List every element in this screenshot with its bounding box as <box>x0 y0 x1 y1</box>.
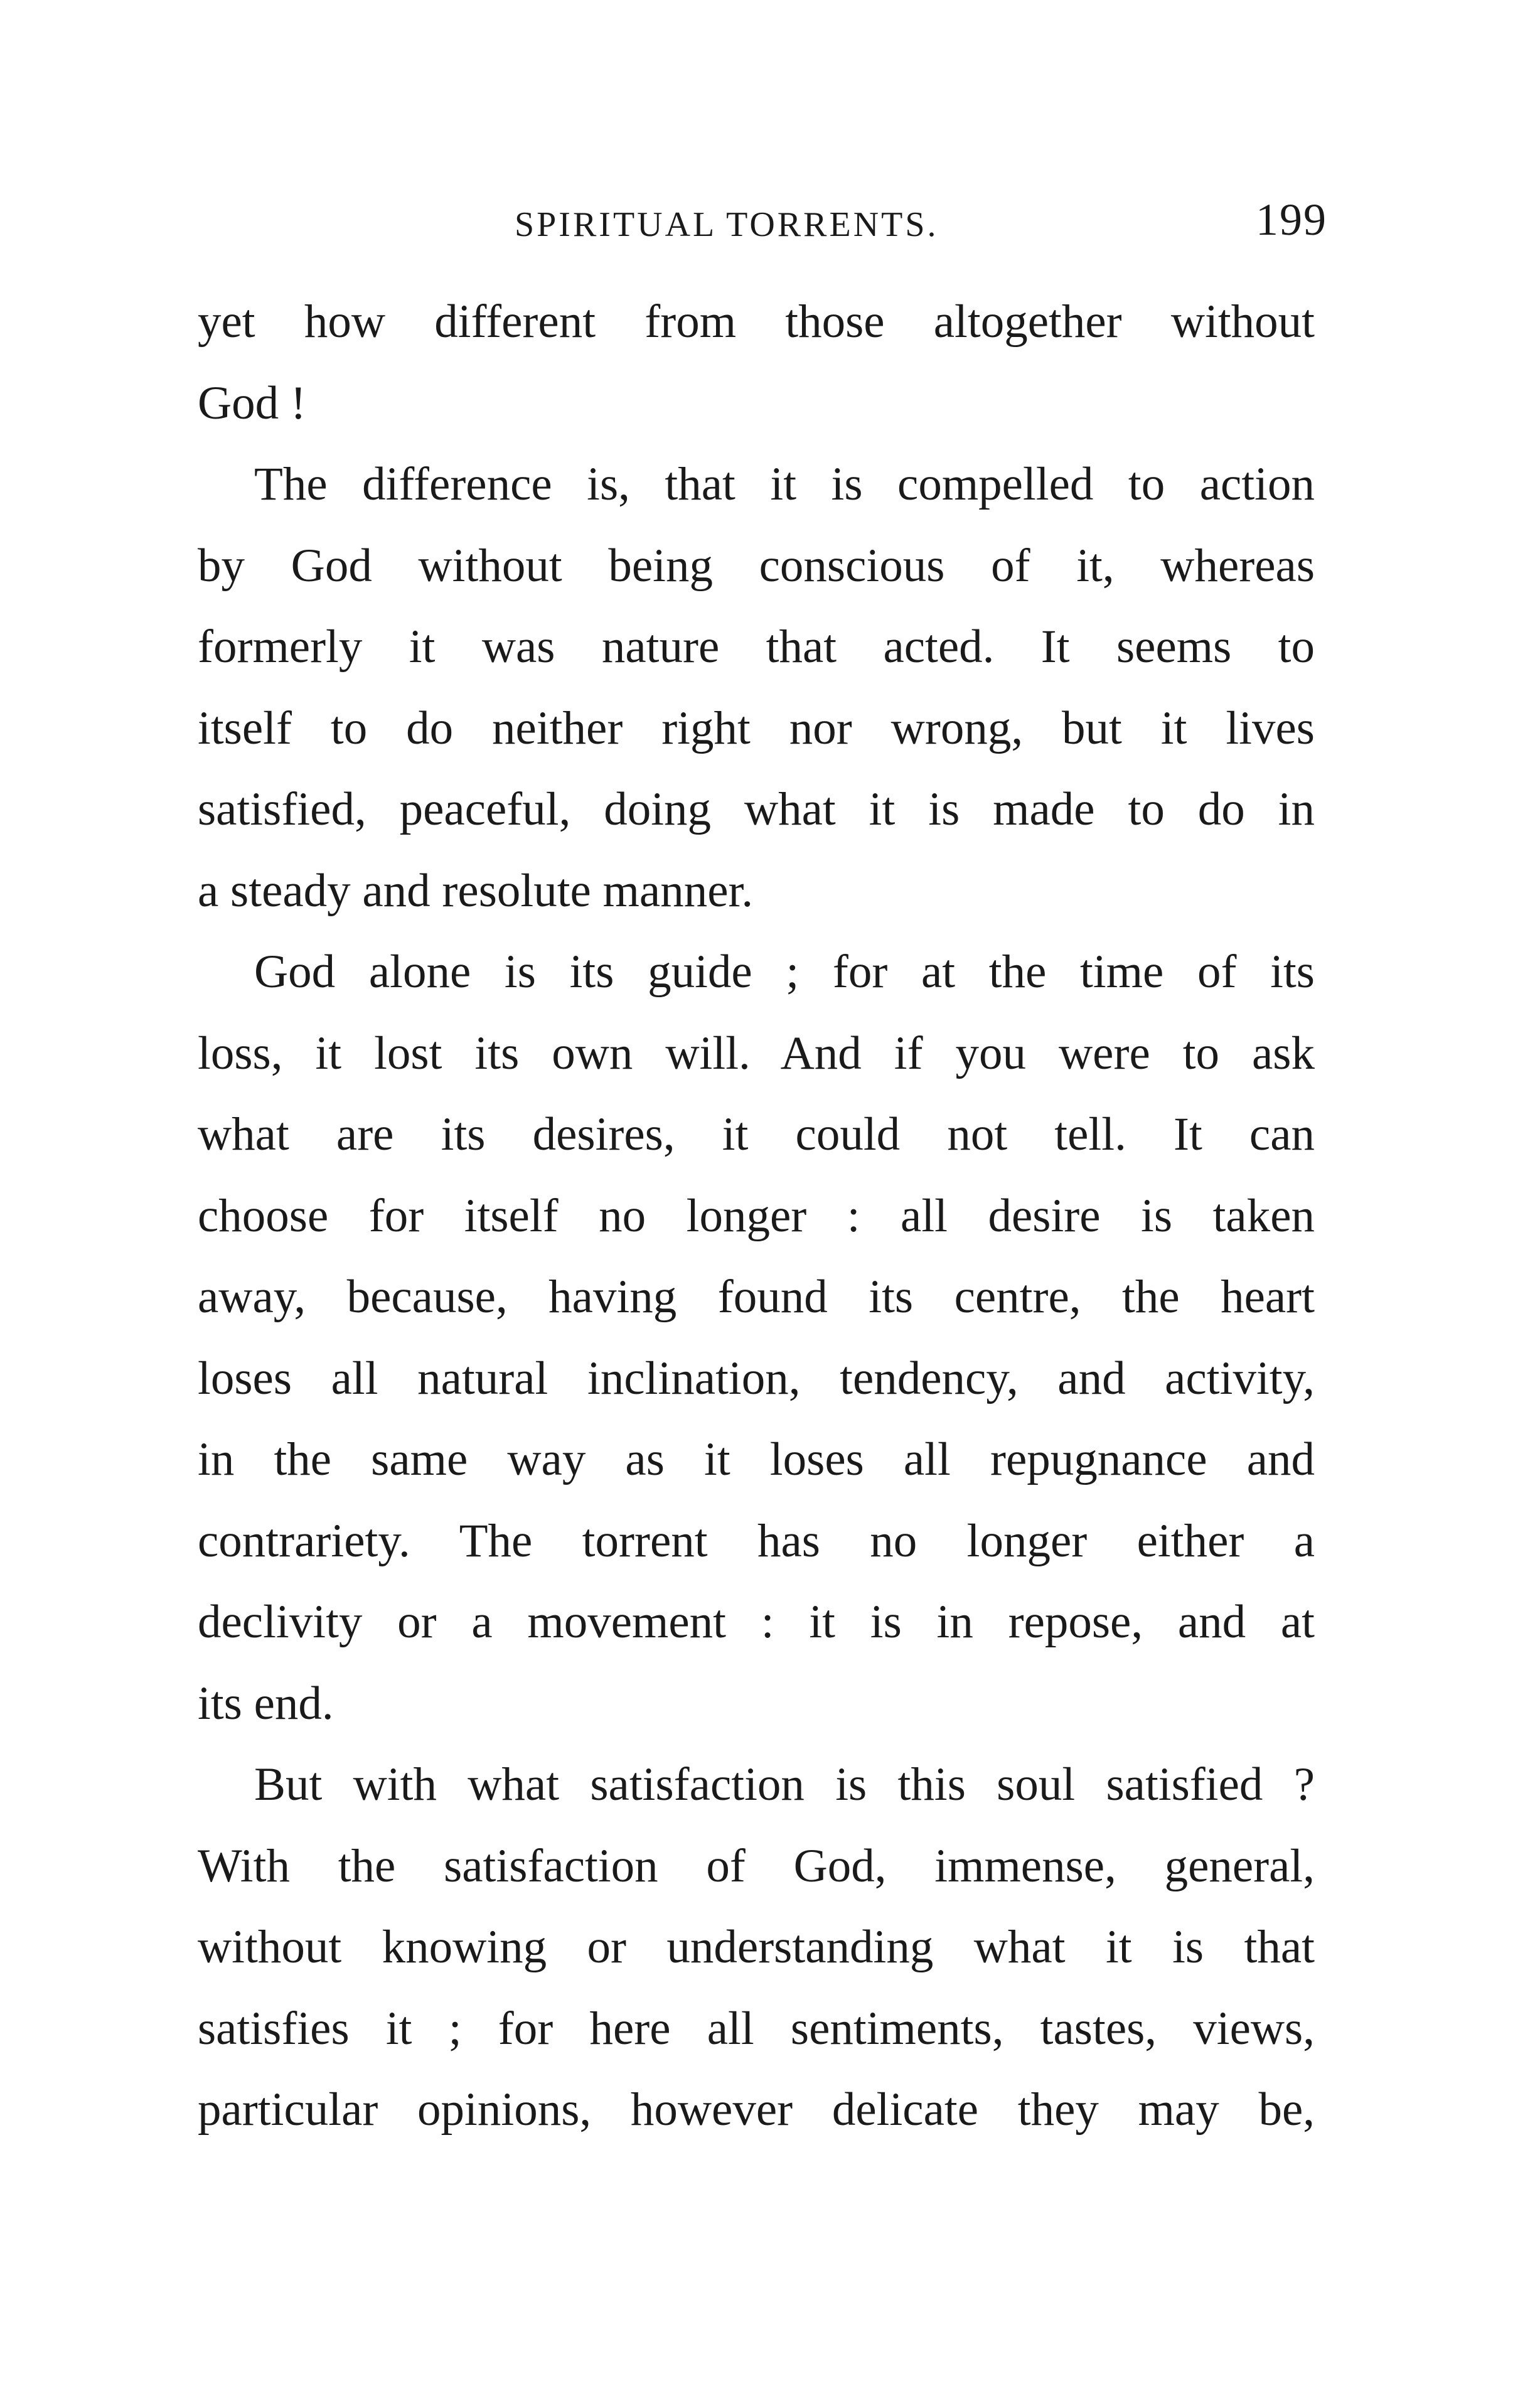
text-line: But with what satisfaction is this soul satisfied ? <box>254 1758 1315 1811</box>
text-line: in the same way as it loses all repugnance and <box>198 1433 1315 1485</box>
text-line: away, because, having found its centre, the heart <box>198 1271 1315 1323</box>
text-line: declivity or a movement : it is in repose, and at <box>198 1596 1315 1648</box>
text-line: itself to do neither right nor wrong, but it lives <box>198 702 1315 754</box>
page-number: 199 <box>1256 195 1327 245</box>
text-line: yet how different from those altogether without <box>198 296 1315 348</box>
text-line: choose for itself no longer : all desire is taken <box>198 1189 1315 1242</box>
text-line: loss, it lost its own will. And if you were to ask <box>198 1027 1315 1079</box>
text-line: what are its desires, it could not tell. It can <box>198 1108 1315 1160</box>
text-line: its end. <box>198 1677 334 1730</box>
running-title: SPIRITUAL TORRENTS. <box>515 205 939 244</box>
text-line: The difference is, that it is compelled to action <box>254 458 1315 510</box>
text-line: God alone is its guide ; for at the time of its <box>254 946 1315 998</box>
page-header <box>198 188 1327 251</box>
text-line: contrariety. The torrent has no longer either a <box>198 1514 1315 1567</box>
text-line: by God without being conscious of it, whereas <box>198 539 1315 592</box>
text-line: particular opinions, however delicate they may be, <box>198 2083 1315 2136</box>
text-line: God ! <box>198 377 306 429</box>
text-line: With the satisfaction of God, immense, general, <box>198 1839 1315 1892</box>
body-text <box>198 281 1315 2151</box>
text-line: satisfies it ; for here all sentiments, tastes, views, <box>198 2002 1315 2055</box>
text-line: a steady and resolute manner. <box>198 864 754 917</box>
text-line: satisfied, peaceful, doing what it is made to do in <box>198 783 1315 835</box>
text-line: formerly it was nature that acted. It seems to <box>198 621 1315 673</box>
text-line: without knowing or understanding what it is that <box>198 1921 1315 1973</box>
text-line: loses all natural inclination, tendency, and activity, <box>198 1352 1315 1404</box>
